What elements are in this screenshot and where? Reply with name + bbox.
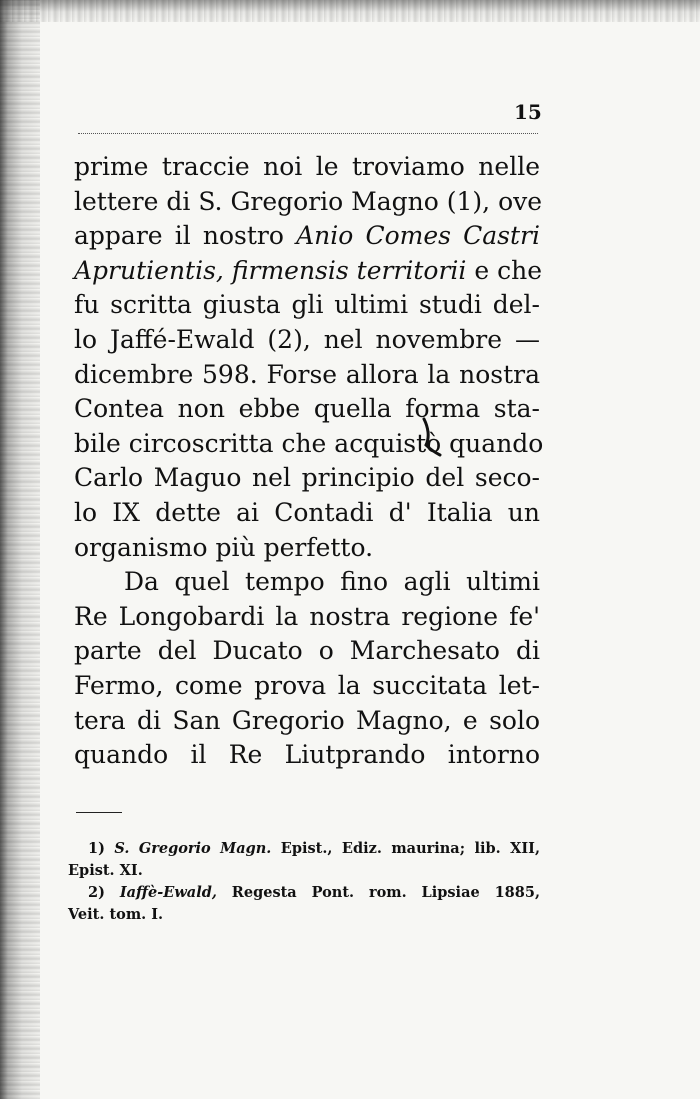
body-line: lo Jaffé-Ewald (2), nel novembre — [74, 324, 540, 354]
footnotes [68, 838, 540, 926]
body-line: Fermo, come prova la succitata let- [74, 670, 540, 700]
scan-edge-left [0, 0, 40, 1099]
pen-mark [420, 415, 442, 459]
body-line: appare il nostro Anio Comes Castri [74, 221, 540, 251]
body-line: bile circoscritta che acquistò quando [74, 428, 544, 458]
scan-edge-top [0, 0, 700, 22]
body-line: lo IX dette ai Contadi d' Italia un [74, 497, 540, 527]
body-line: Aprutientis, firmensis territorii e che [74, 255, 543, 285]
body-line: tera di San Gregorio Magno, e solo [74, 705, 540, 735]
body-line: Carlo Maguo nel principio del seco- [74, 463, 540, 493]
body-line: dicembre 598. Forse allora la nostra [74, 359, 540, 389]
body-line: organismo più perfetto. [74, 532, 374, 562]
header-rule [78, 133, 538, 134]
body-line: fu scritta giusta gli ultimi studi del- [74, 290, 540, 320]
footnote-line: 2) Iaffè-Ewald, Regesta Pont. rom. Lipsiae 1885, [88, 884, 540, 901]
footnote-line: Veit. tom. I. [68, 906, 164, 923]
body-line: lettere di S. Gregorio Magno (1), ove [74, 186, 543, 216]
footnote-rule [76, 812, 122, 813]
footnote-line: Epist. XI. [68, 862, 143, 879]
body-text [74, 150, 544, 773]
body-line: Re Longobardi la nostra regione fe' [74, 601, 540, 631]
body-line: Contea non ebbe quella forma sta- [74, 394, 540, 424]
body-line: quando il Re Liutprando intorno [74, 740, 540, 770]
body-line: parte del Ducato o Marchesato di [74, 636, 540, 666]
body-line: prime traccie noi le troviamo nelle [74, 152, 540, 181]
body-line: Da quel tempo fino agli ultimi [124, 567, 540, 597]
footnote-line: 1) S. Gregorio Magn. Epist., Ediz. maurina; lib. XII, [88, 840, 540, 857]
page-number: 15 [514, 100, 542, 124]
